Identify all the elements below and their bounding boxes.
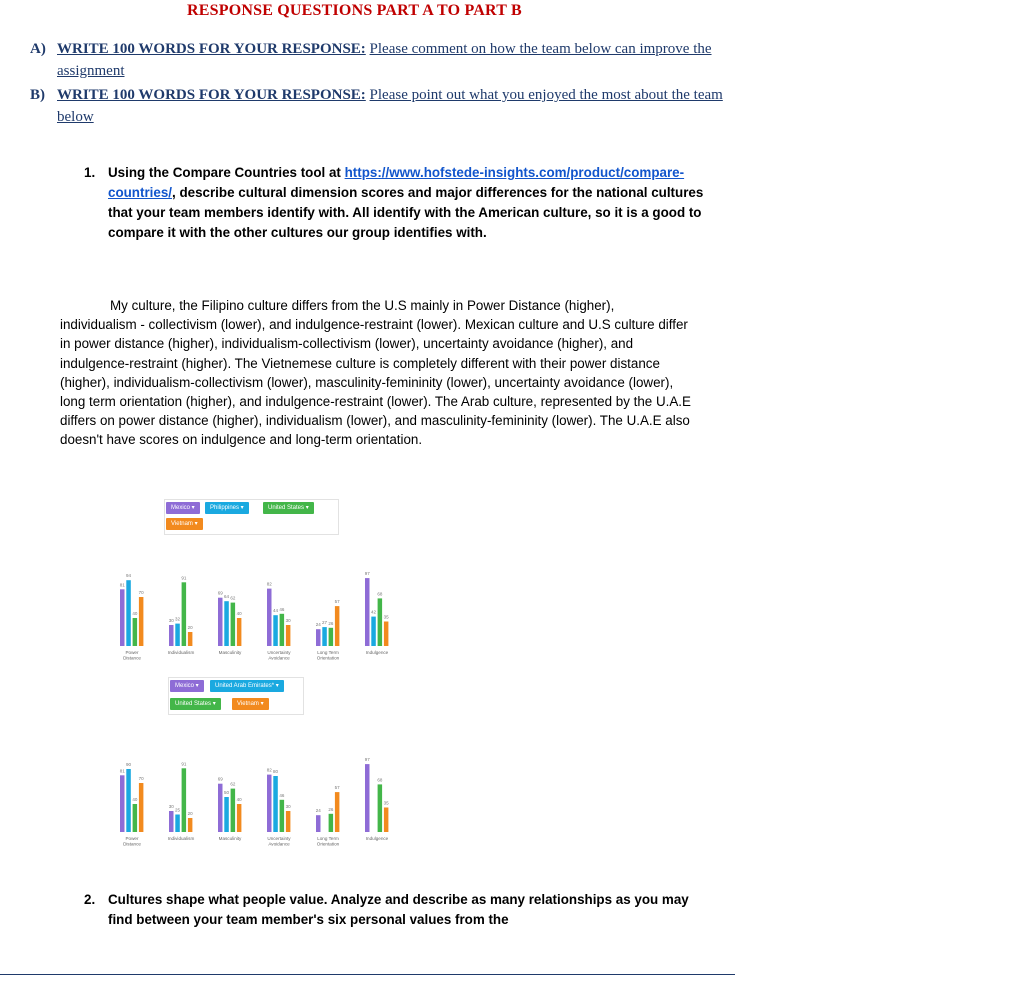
bar-value-label: 97 [364, 757, 370, 763]
bar-value-label: 62 [230, 781, 236, 787]
bar-vietnam [237, 804, 242, 832]
question-instruction: WRITE 100 WORDS FOR YOUR RESPONSE: [57, 41, 366, 57]
bar-value-label: 97 [364, 571, 370, 577]
item-text-post: , describe cultural dimension scores and major differences for the national cultures that your team members identify with. All identify with the American culture, so it is a good to compare it with the other cultures our group identifies with. [108, 185, 704, 240]
bar-value-label: 44 [273, 608, 279, 614]
bar-value-label: 40 [132, 797, 138, 802]
legend-chip-united-states[interactable]: United States ▾ [170, 698, 221, 710]
bar-vietnam [139, 597, 144, 646]
bar-value-label: 90 [126, 762, 132, 767]
bar-value-label: 62 [230, 595, 236, 601]
x-tick-label: Long Term Orientation [316, 836, 340, 847]
bar-value-label: 35 [383, 800, 389, 806]
bar-united-states [133, 804, 138, 832]
bar-value-label: 80 [273, 769, 279, 774]
bar-value-label: 26 [328, 806, 334, 812]
bar-mexico [120, 589, 125, 646]
item-number: 1. [84, 165, 96, 180]
bar-value-label: 25 [175, 807, 181, 813]
bar-value-label: 82 [266, 767, 272, 773]
bar-united-states [182, 768, 187, 832]
bar-mexico [218, 598, 223, 646]
bar-philippines [224, 601, 229, 646]
bar-value-label: 30 [168, 618, 174, 623]
chart-2 [110, 735, 410, 850]
bar-philippines [273, 615, 278, 646]
bar-value-label: 70 [138, 590, 144, 595]
bar-value-label: 69 [217, 776, 223, 782]
bar-mexico [365, 578, 370, 646]
question-prompt: Please point out what you enjoyed the most about the team below [57, 87, 723, 125]
bar-united-arab-emirates [273, 776, 278, 832]
bar-value-label: 91 [181, 575, 187, 581]
bar-mexico [218, 784, 223, 832]
x-tick-label: Individualism [167, 836, 195, 841]
x-tick-label: Power Distance [123, 650, 141, 660]
bar-vietnam [384, 622, 389, 647]
bar-value-label: 57 [334, 785, 340, 791]
page-title: RESPONSE QUESTIONS PART A TO PART B [187, 2, 522, 19]
legend-chip-philippines[interactable]: Philippines ▾ [205, 502, 249, 514]
bar-mexico [267, 775, 272, 832]
bar-value-label: 27 [322, 620, 328, 626]
bar-vietnam [335, 792, 340, 832]
bar-vietnam [188, 632, 193, 646]
bar-value-label: 68 [377, 777, 383, 783]
bar-value-label: 40 [132, 611, 138, 616]
bar-united-states [133, 618, 138, 646]
bar-value-label: 20 [187, 811, 193, 816]
bar-value-label: 46 [279, 606, 285, 612]
chart-1-legend [164, 499, 339, 535]
bar-united-states [378, 784, 383, 832]
x-tick-label: Masculinity [218, 650, 242, 655]
bar-value-label: 35 [383, 614, 389, 620]
bar-value-label: 94 [126, 573, 132, 579]
question-prompt: Please comment on how the team below can improve the assignment [57, 41, 712, 79]
chart-2-legend [168, 677, 304, 715]
bar-value-label: 81 [119, 768, 125, 774]
bar-value-label: 40 [236, 611, 242, 616]
bar-vietnam [188, 818, 193, 832]
bar-vietnam [335, 606, 340, 646]
bar-united-states [231, 789, 236, 832]
item-text [108, 163, 708, 243]
bar-vietnam [286, 811, 291, 832]
bar-philippines [126, 580, 131, 646]
x-tick-label: Uncertainty Avoidance [267, 650, 291, 660]
bar-mexico [169, 625, 174, 646]
x-tick-label: Long Term Orientation [316, 650, 340, 660]
bar-value-label: 50 [224, 790, 230, 795]
question-text [57, 84, 737, 128]
bar-value-label: 30 [285, 804, 291, 809]
bar-united-arab-emirates [126, 769, 131, 832]
bar-value-label: 91 [181, 761, 187, 767]
bar-vietnam [384, 808, 389, 833]
bar-mexico [169, 811, 174, 832]
bar-value-label: 81 [119, 582, 125, 588]
bar-mexico [267, 589, 272, 646]
item-text: Cultures shape what people value. Analyze and describe as many relationships as you may find between your team member's six personal values from the [108, 892, 689, 927]
x-tick-label: Individualism [167, 650, 195, 655]
bar-value-label: 32 [175, 616, 181, 622]
bar-mexico [365, 764, 370, 832]
bar-philippines [175, 624, 180, 646]
bar-united-states [329, 814, 334, 832]
bar-united-states [329, 628, 334, 646]
bar-vietnam [286, 625, 291, 646]
bar-philippines [371, 617, 376, 646]
bar-united-states [280, 800, 285, 832]
bar-value-label: 40 [236, 797, 242, 802]
question-instruction: WRITE 100 WORDS FOR YOUR RESPONSE: [57, 87, 366, 103]
legend-chip-united-states[interactable]: United States ▾ [263, 502, 314, 514]
legend-chip-vietnam[interactable]: Vietnam ▾ [166, 518, 203, 530]
bar-united-arab-emirates [175, 815, 180, 833]
bar-mexico [316, 629, 321, 646]
bar-vietnam [139, 783, 144, 832]
chart-1 [110, 555, 410, 660]
bar-mexico [316, 815, 321, 832]
item-text-pre: Using the Compare Countries tool at [108, 165, 345, 180]
body-paragraph: My culture, the Filipino culture differs from the U.S mainly in Power Distance (higher), individualism - collectivism (lower), and indulgence-restraint (lower). Mexican culture and U.S culture differ in power distance (higher), individualism-collectivism (lower), uncertainty avoidance (higher), and indulgence-restraint (higher). The Vietnemese culture is completely different with their power distance (higher), individualism-collectivism (lower), masculinity-femininity (lower), uncertainty avoidance (lower), long term orientation (higher), and indulgence-restraint (lower). The Arab culture, represented by the U.A.E differs on power distance (higher), individualism (lower), and masculinity-femininity (lower). The U.A.E also doesn't have scores on indulgence and long-term orientation. [60, 298, 691, 448]
question-label: B) [30, 87, 45, 103]
bar-value-label: 69 [217, 590, 223, 596]
bar-value-label: 24 [315, 808, 321, 814]
bar-value-label: 82 [266, 581, 272, 587]
bar-value-label: 24 [315, 622, 321, 628]
bar-value-label: 20 [187, 625, 193, 630]
x-tick-label: Power Distance [123, 836, 141, 847]
bar-value-label: 68 [377, 591, 383, 597]
bar-united-arab-emirates [224, 797, 229, 832]
item-number: 2. [84, 892, 96, 907]
bar-value-label: 30 [285, 618, 291, 623]
bar-philippines [322, 627, 327, 646]
bar-value-label: 46 [279, 792, 285, 798]
hofstede-link[interactable]: https://www.hofstede-insights.com/product/compare-countries/ [108, 165, 685, 200]
bar-mexico [120, 775, 125, 832]
legend-chip-mexico[interactable]: Mexico ▾ [170, 680, 204, 692]
question-label: A) [30, 41, 46, 57]
legend-chip-mexico[interactable]: Mexico ▾ [166, 502, 200, 514]
bar-value-label: 30 [168, 804, 174, 809]
bar-united-states [182, 582, 187, 646]
bar-value-label: 42 [371, 609, 377, 615]
bar-value-label: 70 [138, 776, 144, 781]
x-tick-label: Indulgence [365, 836, 389, 841]
x-tick-label: Indulgence [365, 650, 389, 655]
bar-vietnam [237, 618, 242, 646]
footer-divider [0, 974, 735, 975]
bar-value-label: 64 [224, 594, 230, 600]
bar-united-states [378, 598, 383, 646]
legend-chip-vietnam[interactable]: Vietnam ▾ [232, 698, 269, 710]
x-tick-label: Masculinity [218, 836, 242, 841]
bar-value-label: 57 [334, 599, 340, 605]
bar-value-label: 26 [328, 620, 334, 626]
bar-united-states [231, 603, 236, 646]
bar-united-states [280, 614, 285, 646]
legend-chip-uae[interactable]: United Arab Emirates* ▾ [210, 680, 284, 692]
question-text [57, 38, 737, 82]
x-tick-label: Uncertainty Avoidance [267, 836, 291, 847]
